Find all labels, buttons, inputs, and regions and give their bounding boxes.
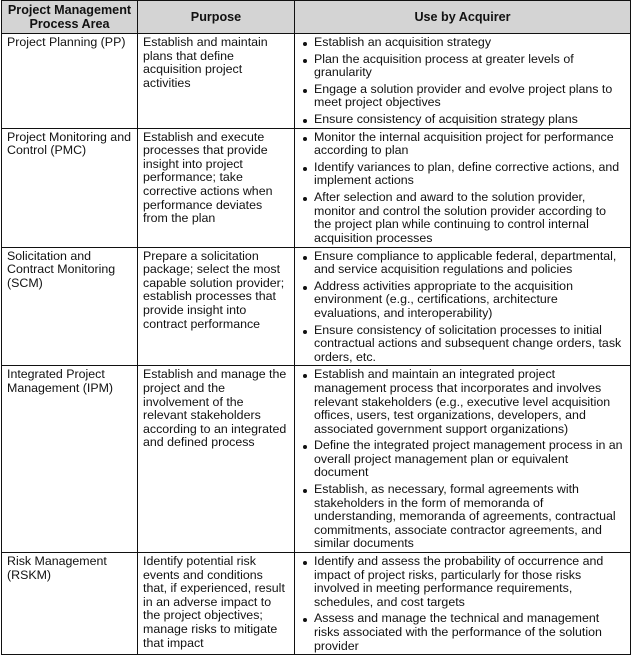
cell-process-area: Project Planning (PP)	[2, 34, 138, 129]
list-item: Ensure consistency of acquisition strategy plans	[300, 113, 626, 127]
cell-uses	[295, 34, 631, 129]
list-item: Establish, as necessary, formal agreements with stakeholders in the form of memoranda of understanding, memoranda of agreements, contractual commitments, associate contractor agreements, and similar documents	[300, 483, 626, 551]
cell-uses	[295, 366, 631, 553]
cell-purpose: Prepare a solicitation package; select the most capable solution provider; establish processes that provide insight into contract performance	[138, 247, 295, 366]
list-item: Identify and assess the probability of occurrence and impact of project risks, particularly for those risks involved in meeting performance requirements, schedules, and cost targets	[300, 555, 626, 609]
uses-list	[300, 368, 626, 551]
cell-process-area: Integrated Project Management (IPM)	[2, 366, 138, 553]
table-row	[2, 247, 631, 366]
header-use-by-acquirer: Use by Acquirer	[295, 1, 631, 34]
cell-purpose: Establish and maintain plans that define acquisition project activities	[138, 34, 295, 129]
table-row	[2, 553, 631, 655]
list-item: Address activities appropriate to the acquisition environment (e.g., certifications, architecture evaluations, and interoperability)	[300, 280, 626, 321]
table-row	[2, 34, 631, 129]
cell-uses	[295, 247, 631, 366]
cell-purpose: Establish and manage the project and the involvement of the relevant stakeholders according to an integrated and defined process	[138, 366, 295, 553]
list-item: Ensure compliance to applicable federal, departmental, and service acquisition regulations and policies	[300, 250, 626, 277]
header-process-area: Project Management Process Area	[2, 1, 138, 34]
cell-uses	[295, 128, 631, 247]
uses-list	[300, 36, 626, 127]
list-item: Engage a solution provider and evolve project plans to meet project objectives	[300, 83, 626, 110]
header-purpose: Purpose	[138, 1, 295, 34]
list-item: Establish an acquisition strategy	[300, 36, 626, 50]
list-item: Ensure consistency of solicitation processes to initial contractual actions and subsequent change orders, task orders, etc.	[300, 324, 626, 365]
table-row	[2, 366, 631, 553]
list-item: Monitor the internal acquisition project for performance according to plan	[300, 131, 626, 158]
cell-purpose: Establish and execute processes that provide insight into project performance; take corrective actions when performance deviates from the plan	[138, 128, 295, 247]
table-header-row	[2, 1, 631, 34]
cell-purpose: Identify potential risk events and conditions that, if experienced, result in an adverse impact to the project objectives; manage risks to mitigate that impact	[138, 553, 295, 655]
cell-uses	[295, 553, 631, 655]
list-item: After selection and award to the solution provider, monitor and control the solution provider according to the project plan while continuing to control internal acquisition processes	[300, 191, 626, 245]
list-item: Plan the acquisition process at greater levels of granularity	[300, 53, 626, 80]
list-item: Identify variances to plan, define corrective actions, and implement actions	[300, 161, 626, 188]
uses-list	[300, 555, 626, 653]
uses-list	[300, 250, 626, 365]
list-item: Establish and maintain an integrated project management process that incorporates and involves relevant stakeholders (e.g., executive level acquisition offices, users, test organizations, developers, and associated government support organizations)	[300, 368, 626, 436]
cell-process-area: Project Monitoring and Control (PMC)	[2, 128, 138, 247]
list-item: Assess and manage the technical and management risks associated with the performance of the solution provider	[300, 612, 626, 653]
list-item: Define the integrated project management process in an overall project management plan or equivalent document	[300, 439, 626, 480]
cell-process-area: Risk Management (RSKM)	[2, 553, 138, 655]
process-area-table	[1, 0, 631, 655]
uses-list	[300, 131, 626, 246]
table-row	[2, 128, 631, 247]
cell-process-area: Solicitation and Contract Monitoring (SCM)	[2, 247, 138, 366]
